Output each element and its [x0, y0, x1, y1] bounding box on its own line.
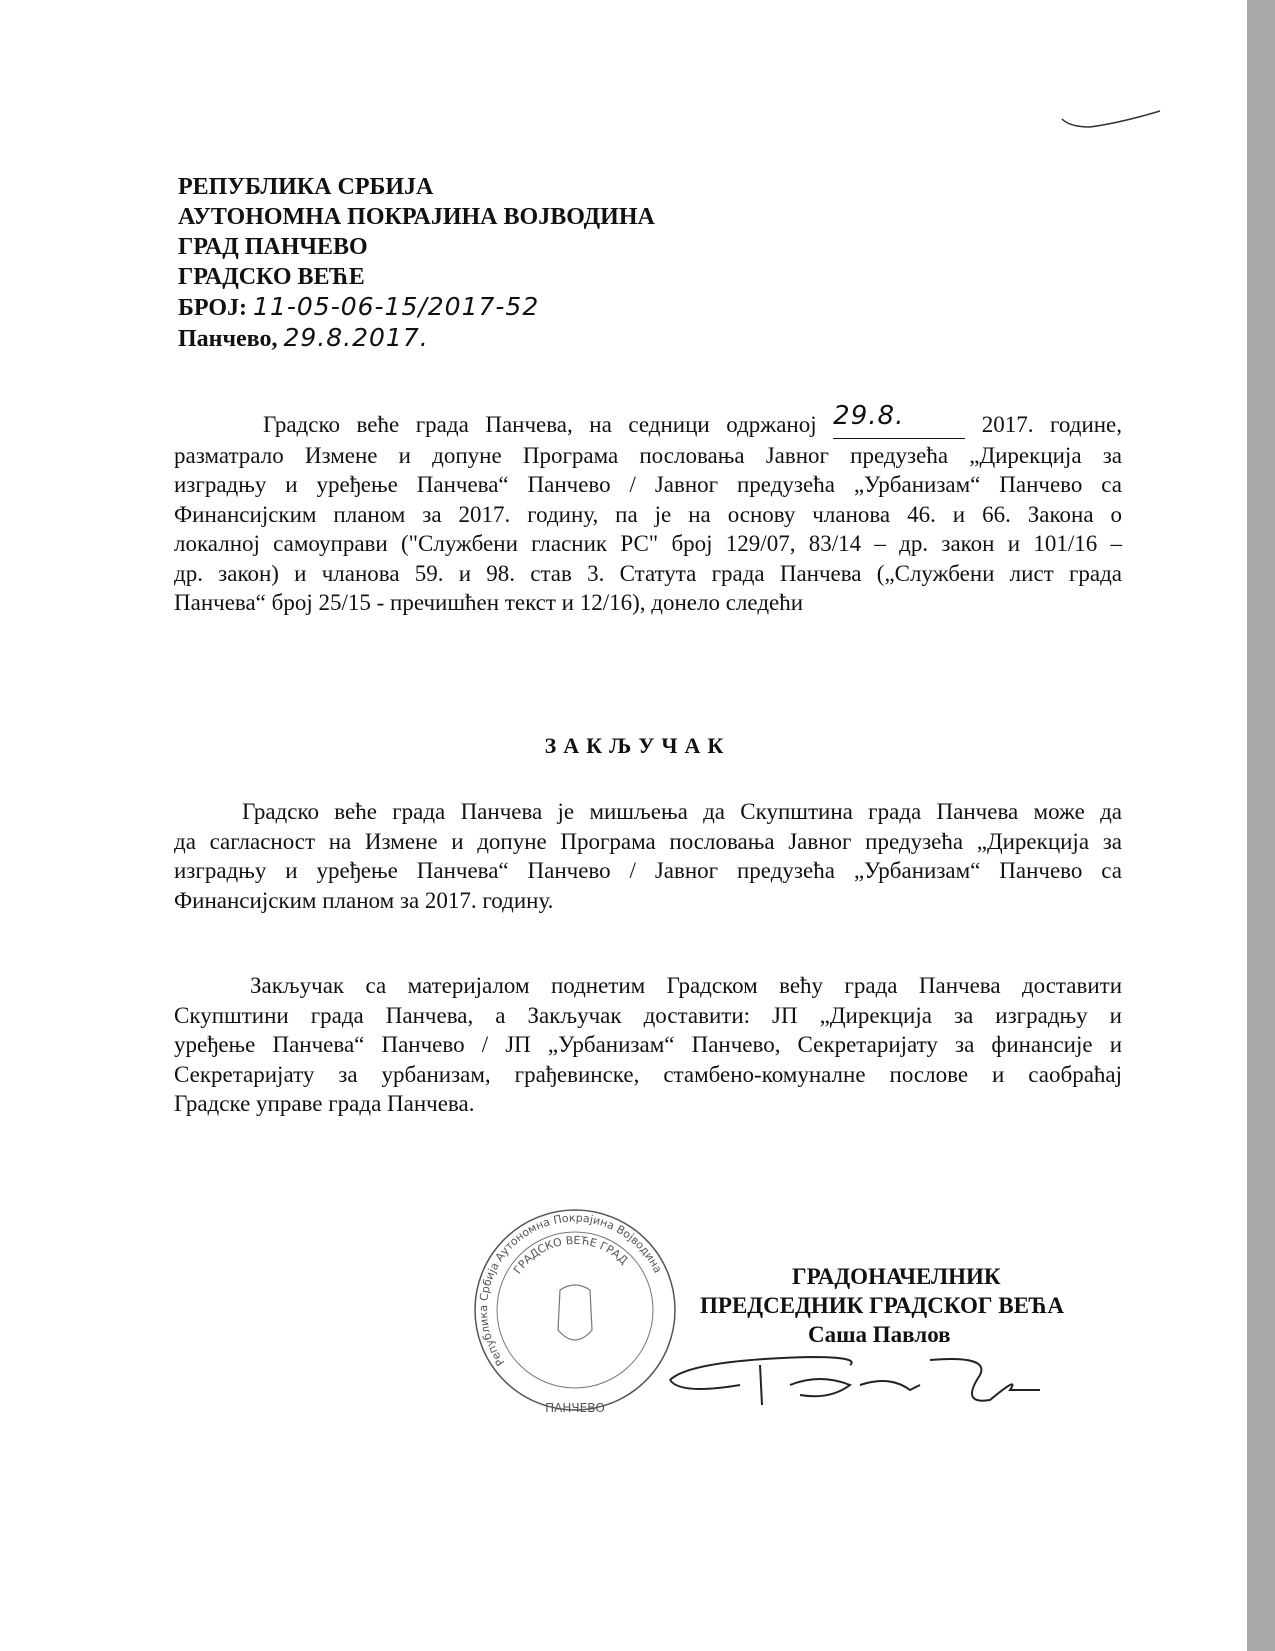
- header-line: АУТОНОМНА ПОКРАЈИНА ВОЈВОДИНА: [178, 204, 655, 230]
- delivery-line: Градске управе града Панчева.: [174, 1091, 475, 1116]
- intro-line: локалној самоуправи ("Службени гласник РС" број 129/07, 83/14 – др. закон и 101/16 –: [174, 531, 1122, 556]
- intro-line: [174, 401, 1123, 441]
- delivery-line: Секретаријату за урбанизам, грађевинске, стамбено-комуналне послове и саобраћај: [174, 1061, 1122, 1087]
- delivery-line: Скупштини града Панчева, а Закључак доставити: ЈП „Дирекција за изградњу и: [174, 1002, 1122, 1028]
- handwritten-date: 29.8.2017.: [283, 323, 429, 352]
- delivery-paragraph: [174, 971, 1122, 1119]
- delivery-line: Закључак са материјалом поднетим Градском већу града Панчева доставити: [250, 973, 1122, 998]
- intro-line: Панчева“ број 25/15 - пречишћен текст и 12/16), донело следећи: [174, 590, 804, 615]
- scan-edge: [1247, 0, 1275, 1651]
- stamp-bottom-text: ПАНЧЕВО: [545, 1401, 605, 1415]
- conclusion-line: Финансијским планом за 2017. годину.: [174, 887, 554, 913]
- pen-mark: [1060, 105, 1170, 135]
- handwritten-session-date: 29.8.: [833, 401, 905, 431]
- coat-of-arms-icon: [558, 1285, 592, 1340]
- document-header: [178, 172, 655, 354]
- conclusion-line: да сагласност на Измене и допуне Програма пословања Јавног предузећа „Дирекција за: [174, 828, 1122, 854]
- header-line: РЕПУБЛИКА СРБИЈА: [178, 174, 434, 200]
- header-line: ГРАД ПАНЧЕВО: [178, 234, 368, 260]
- signatory-title: ГРАДОНАЧЕЛНИК: [792, 1264, 1001, 1289]
- signature-block: [700, 1262, 1064, 1349]
- conclusion-line: Градско веће града Панчева је мишљења да Скупштина града Панчева може да: [242, 799, 1122, 824]
- place-label: Панчево,: [178, 326, 278, 352]
- intro-paragraph: [174, 401, 1123, 618]
- document-place-date: [178, 323, 655, 354]
- signatory-title: ПРЕДСЕДНИК ГРАДСКОГ ВЕЋА: [700, 1293, 1064, 1318]
- intro-line: Финансијским планом за 2017. годину, па је на основу чланова 46. и 66. Закона о: [174, 501, 1122, 527]
- delivery-line: уређење Панчева“ Панчево / ЈП „Урбанизам“ Панчево, Секретаријату за финансије и: [174, 1032, 1122, 1057]
- number-label: БРОЈ:: [178, 295, 248, 321]
- date-blank: [833, 401, 965, 439]
- document-number: [178, 292, 655, 323]
- handwritten-number: 11-05-06-15/2017-52: [253, 292, 540, 321]
- official-stamp: [470, 1205, 680, 1420]
- intro-line: др. закон) и чланова 59. и 98. став 3. Статута града Панчева („Службени лист града: [174, 560, 1122, 586]
- stamp-outer-text: Република Србија Аутономна Покрајина Војводина: [476, 1211, 665, 1369]
- header-line: ГРАДСКО ВЕЋЕ: [178, 264, 365, 290]
- intro-text: Градско веће града Панчева, на седници одржаној: [263, 412, 817, 437]
- conclusion-line: изградњу и уређење Панчева“ Панчево / Јавног предузећа „Урбанизам“ Панчево са: [174, 858, 1122, 883]
- document-title: ЗАКЉУЧАК: [544, 733, 731, 758]
- intro-text: 2017. године,: [981, 412, 1123, 437]
- intro-line: изградњу и уређење Панчева“ Панчево / Јавног предузећа „Урбанизам“ Панчево са: [174, 472, 1122, 497]
- signatory-name: Саша Павлов: [808, 1322, 951, 1347]
- intro-line: разматрало Измене и допуне Програма пословања Јавног предузећа „Дирекција за: [174, 442, 1122, 468]
- stamp-inner-text: ГРАДСКО ВЕЋЕ ГРАД: [511, 1233, 631, 1277]
- conclusion-paragraph: [174, 797, 1122, 915]
- handwritten-signature: [660, 1345, 1060, 1415]
